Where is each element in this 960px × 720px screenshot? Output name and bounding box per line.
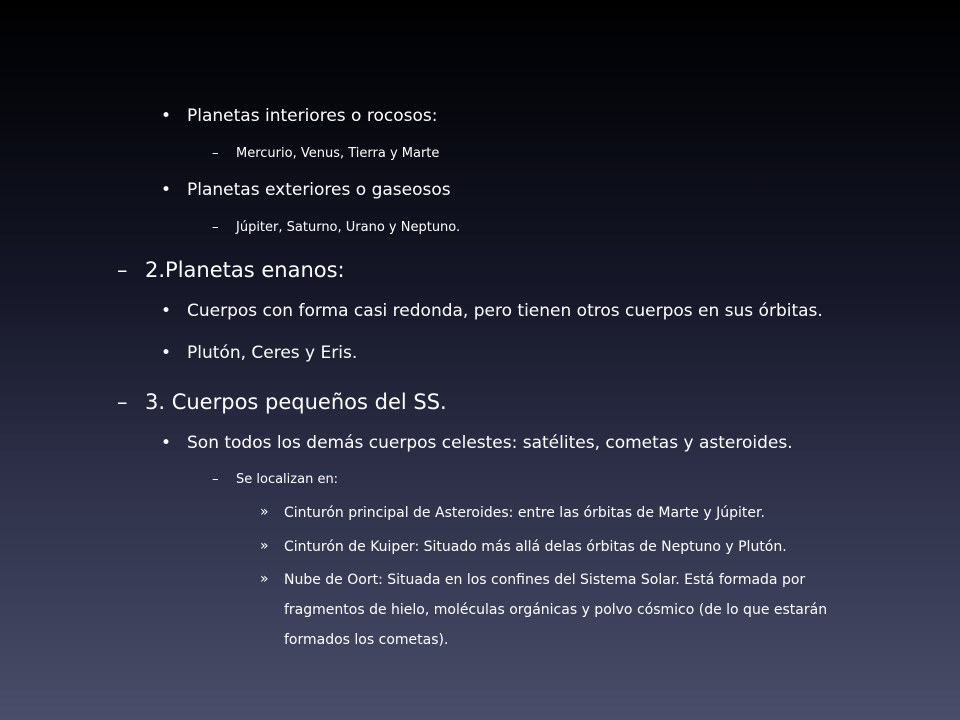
list-item-son-todos: Son todos los demás cuerpos celestes: satélites, cometas y asteroides. (187, 433, 793, 453)
list-item-pluton: Plutón, Ceres y Eris. (187, 343, 358, 363)
list-item-cuerpos-forma: Cuerpos con forma casi redonda, pero tienen otros cuerpos en sus órbitas. (187, 301, 823, 321)
guillemet-marker: » (260, 538, 269, 554)
bullet-marker: • (161, 343, 172, 363)
bullet-marker: • (161, 180, 172, 200)
guillemet-marker: » (260, 504, 269, 520)
heading-planetas-enanos: 2.Planetas enanos: (145, 258, 345, 282)
dash-marker: – (117, 390, 128, 414)
list-item-jupiter: Júpiter, Saturno, Urano y Neptuno. (236, 220, 461, 235)
bullet-marker: • (161, 433, 172, 453)
list-item-mercurio: Mercurio, Venus, Tierra y Marte (236, 146, 440, 161)
guillemet-marker: » (260, 571, 269, 587)
heading-cuerpos-pequenos: 3. Cuerpos pequeños del SS. (145, 390, 447, 414)
dash-marker: – (117, 258, 128, 282)
dash-marker: – (212, 146, 219, 161)
list-item-planetas-interiores: Planetas interiores o rocosos: (187, 106, 438, 126)
list-item-planetas-exteriores: Planetas exteriores o gaseosos (187, 180, 451, 200)
list-item-nube-oort-line-2: fragmentos de hielo, moléculas orgánicas y polvo cósmico (de lo que estarán (284, 602, 828, 618)
bullet-marker: • (161, 301, 172, 321)
list-item-cinturon-kuiper: Cinturón de Kuiper: Situado más allá delas órbitas de Neptuno y Plutón. (284, 539, 787, 555)
dash-marker: – (212, 472, 219, 487)
list-item-nube-oort-line-1: Nube de Oort: Situada en los confines del Sistema Solar. Está formada por (284, 572, 806, 588)
list-item-se-localizan: Se localizan en: (236, 472, 339, 487)
list-item-cinturon-principal: Cinturón principal de Asteroides: entre las órbitas de Marte y Júpiter. (284, 505, 765, 521)
dash-marker: – (212, 220, 219, 235)
list-item-nube-oort-line-3: formados los cometas). (284, 632, 449, 648)
bullet-marker: • (161, 106, 172, 126)
